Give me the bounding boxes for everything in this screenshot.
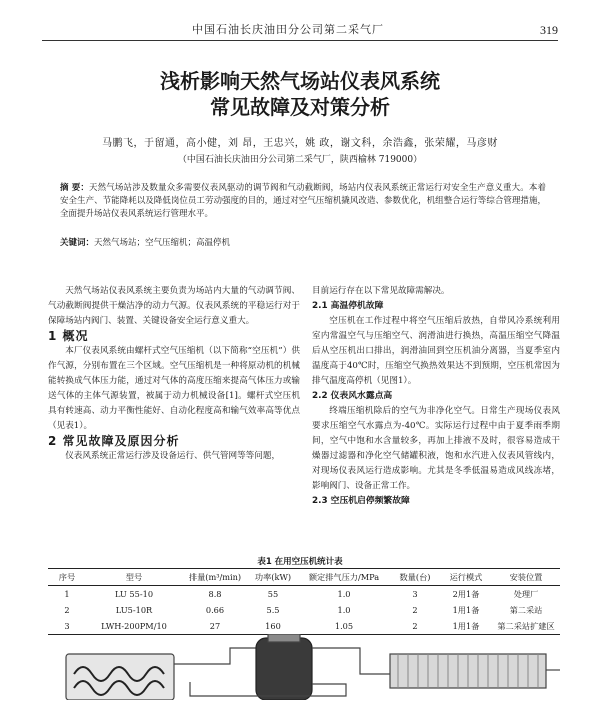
keywords [60,237,546,250]
section-2-paragraph: 仪表风系统正常运行涉及设备运行、供气管网等等问题， [65,451,281,461]
table-cell: LU 55-10 [114,589,154,599]
table-cell: 5.5 [266,605,280,615]
table-cell: 27 [209,621,221,631]
table-row [48,586,560,603]
header-cell: 数量(台) [399,571,431,582]
header-cell: 功率(kW) [254,571,292,582]
section-2-2-paragraph: 终端压缩机除后的空气为非净化空气。日常生产现场仪表风要求压缩空气水露点为-40℃。实际运行过程中由于夏季雨季期间，空气中饱和水含量较多，再加上排液不及时，很容易造成干燥器过滤器和净化空气储罐积液，饱和水汽进入仪表风管线内，对现场仪表风运行造成影响。尤其是冬季低温易造成风线冻堵，影响阀门、设备正常工作。 [312,406,560,491]
title-line-2: 常见故障及对策分析 [210,95,390,119]
abstract-label: 摘 要： [60,183,89,193]
section-2-2-heading: 2.2 仪表风水露点高 [312,391,393,401]
header-cell: 额定排气压力/MPa [308,571,380,582]
section-2-1-heading: 2.1 高温停机故障 [312,301,384,311]
compressor-diagram-figure [60,634,560,700]
table-cell: 160 [265,621,281,631]
compressor-housing [66,654,174,700]
discharge-pipe [174,648,256,664]
header-cell: 型号 [125,571,143,582]
table-cell: 处理厂 [513,588,539,599]
table-cell: 第二采站扩建区 [497,620,555,631]
affiliation: （中国石油长庆油田分公司第二采气厂，陕西榆林 719000） [177,155,423,165]
header-cell: 排量(m³/min) [188,571,242,582]
page-number: 319 [540,23,558,37]
section-2-3-heading: 2.3 空压机启停频繁故障 [312,496,410,506]
author-list: 马鹏飞，于留通，高小健，刘 昂，王忠兴，姚 政，谢文科，余浩鑫，张荣耀，马彦财 [102,138,498,149]
abstract [60,182,546,221]
table-cell: 1用1备 [452,604,480,615]
table-cell: 1用1备 [452,620,480,631]
table-cell: 1.0 [337,589,351,599]
cooler-feed-pipe [312,648,390,674]
oil-separator-tank [256,638,312,700]
table-row [48,618,560,635]
header-cell: 序号 [58,571,76,582]
table-cell: 8.8 [208,589,222,599]
table-cell: 0.66 [205,605,225,615]
title-line-1: 浅析影响天然气场站仪表风系统 [160,69,440,93]
abstract-text: 天然气场站涉及数量众多需要仪表风驱动的调节阀和气动截断阀，场站内仪表风系统正常运行对安全生产意义重大。本着安全生产、节能降耗以及降低岗位员工劳动强度的目的，通过对空气压缩机撬风改造、参数优化，机组整合运行等综合管理措施，全面提升场站仪表风系统运行管理水平。 [60,183,546,219]
table-cell: 第二采站 [509,604,543,615]
table-row [48,602,560,618]
keywords-label: 关键词： [60,238,95,248]
table-cell: LU5-10R [115,605,153,615]
paper-title [0,68,600,120]
right-column [312,284,560,509]
table-header-row [48,569,560,586]
journal-name: 中国石油长庆油田分公司第二采气厂 [192,23,384,36]
table-cell: 2 [64,605,70,615]
table-cell: 2用1备 [452,588,480,599]
separator-cap [268,634,300,642]
section-2-lead: 目前运行存在以下常见故障需解决。 [312,286,450,296]
header-cell: 运行模式 [449,571,483,582]
keywords-text: 天然气场站；空气压缩机；高温停机 [94,238,231,248]
table-cell: 55 [267,589,279,599]
compressor-diagram [60,634,560,700]
table-cell: 3 [64,621,70,631]
intro-paragraph: 天然气场站仪表风系统主要负责为场站内大量的气动调节阀、气动截断阀提供干燥洁净的动力气源。仪表风系统的平稳运行对于保障场站内阀门、装置、关键设备安全运行意义重大。 [48,286,300,326]
running-header [42,22,558,41]
table-cell: 2 [412,621,418,631]
table-cell: 2 [412,605,418,615]
section-1-paragraph: 本厂仪表风系统由螺杆式空气压缩机（以下简称“空压机”）供作气源，分别布置在三个区域。空气压缩机是一种将原动机的机械能转换成气体压力能，通过对气体的高度压缩来提高气体压力或输送气体的主体气源装置，被属于动力机械设备[1]。螺杆式空压机具有转速高、动力平衡性能好、自动化程度高和输气效率高等优点（见表1）。 [48,346,300,431]
table-caption: 表1 在用空压机统计表 [257,557,343,567]
section-1-heading: 1 概况 [48,329,89,343]
compressor-table [48,568,560,635]
section-2-heading: 2 常见故障及原因分析 [48,434,180,448]
table-cell: LWH-200PM/10 [101,621,167,631]
table-cell: 1.05 [334,621,354,631]
left-column [48,284,300,464]
table-cell: 3 [412,589,418,599]
header-cell: 安装位置 [509,571,543,582]
section-2-1-paragraph: 空压机在工作过程中将空气压缩后放热，自带风冷系统利用室内常温空气与压缩空气、润滑油进行换热，高温压缩空气降温后从空压机出口排出，润滑油回到空压机油分离器，当夏季室内温度高于40℃时，压缩空气换热效果达不到预期，空压机常因为排气温度高停机（见图1）。 [312,316,560,386]
table-cell: 1 [64,589,70,599]
table-cell: 1.0 [337,605,351,615]
